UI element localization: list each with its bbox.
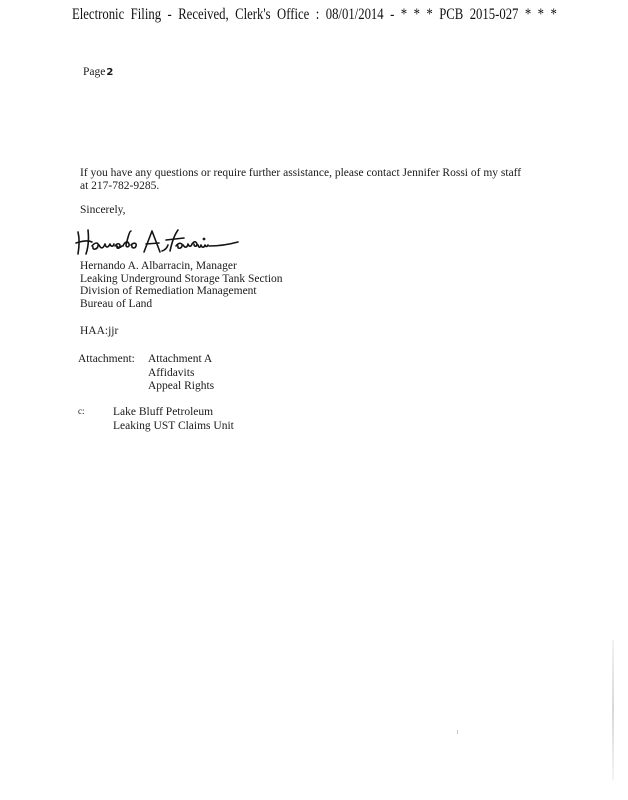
reference-initials: HAA:jjr: [80, 325, 119, 337]
signature-block: [80, 260, 283, 311]
closing: Sincerely,: [80, 204, 126, 216]
body-line-2: at 217-782-9285.: [80, 180, 160, 192]
scan-speck: [457, 730, 458, 734]
cc-item: Lake Bluff Petroleum: [113, 406, 214, 418]
body-line-1: If you have any questions or require further assistance, please contact Jennifer Rossi of my staff: [80, 167, 522, 179]
attachment-item: Appeal Rights: [148, 380, 215, 393]
signatory-bureau: Bureau of Land: [80, 298, 153, 311]
cc-item: Leaking UST Claims Unit: [113, 419, 234, 432]
page-number-value: 2: [106, 67, 114, 78]
signatory-section: Leaking Underground Storage Tank Section: [80, 272, 283, 285]
attachment-label: Attachment:: [78, 353, 135, 365]
attachment-item: Affidavits: [148, 366, 195, 379]
attachment-item: Attachment A: [148, 353, 213, 365]
signatory-division: Division of Remediation Management: [80, 285, 257, 298]
cc-label: c:: [78, 406, 85, 416]
scan-edge-artifact: [612, 640, 614, 780]
page-number: [83, 66, 113, 78]
filing-stamp: Electronic Filing - Received, Clerk's Office : 08/01/2014 - * * * PCB 2015-027 * * *: [72, 6, 557, 23]
page-label: Page: [83, 66, 106, 78]
signatory-name: Hernando A. Albarracin, Manager: [80, 260, 237, 272]
attachment-list: [148, 353, 214, 394]
signature-image: [72, 224, 242, 258]
body-paragraph: [80, 167, 550, 193]
cc-list: [113, 406, 234, 433]
